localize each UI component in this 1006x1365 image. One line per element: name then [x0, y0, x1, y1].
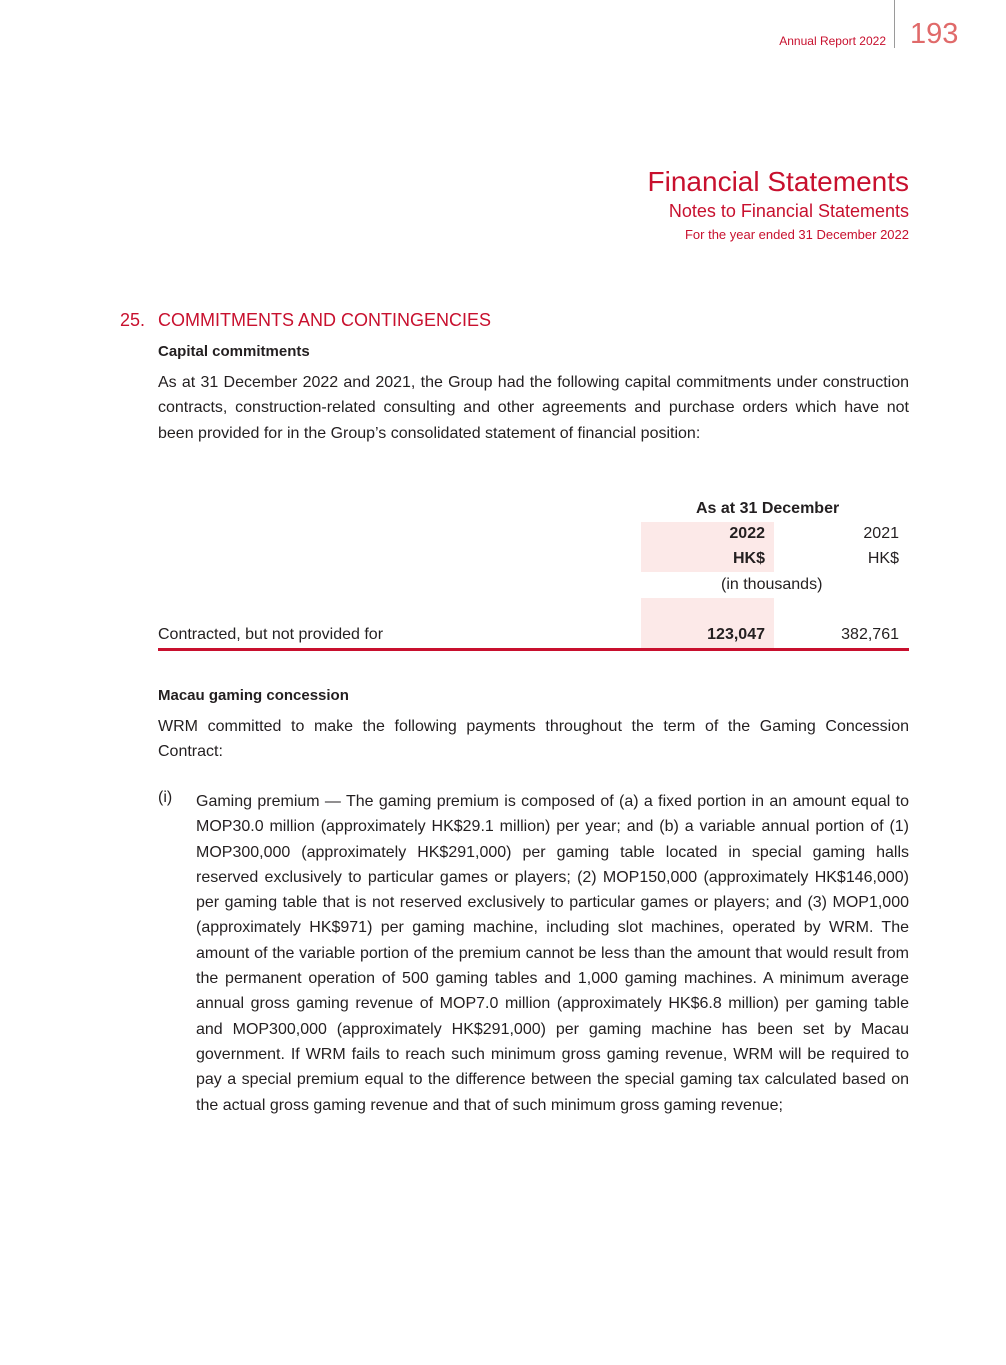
table-group-header: As at 31 December	[696, 500, 840, 517]
reporting-period: For the year ended 31 December 2022	[684, 227, 909, 242]
macau-gaming-concession-paragraph: WRM committed to make the following payments throughout the term of the Gaming Concession Contract:	[158, 718, 909, 761]
running-header-label: Annual Report 2022	[779, 34, 886, 48]
page-title: Financial Statements	[647, 166, 909, 197]
table-bottom-rule	[158, 648, 909, 651]
section-title: COMMITMENTS AND CONTINGENCIES	[158, 310, 492, 330]
list-item-marker: (i)	[158, 789, 173, 806]
column-currency-2022: HK$	[732, 550, 765, 567]
column-year-2021: 2021	[863, 525, 899, 542]
column-year-2022: 2022	[729, 525, 765, 542]
table-row-label: Contracted, but not provided for	[158, 626, 384, 643]
page-number: 193	[910, 18, 959, 50]
title-block	[648, 166, 909, 246]
section-heading	[120, 310, 491, 331]
header-divider	[894, 0, 895, 48]
table-cell-2021: 382,761	[841, 626, 899, 643]
capital-commitments-heading: Capital commitments	[158, 343, 310, 360]
table-unit-note: (in thousands)	[721, 576, 823, 593]
macau-gaming-concession-heading: Macau gaming concession	[158, 687, 349, 704]
capital-commitments-paragraph: As at 31 December 2022 and 2021, the Group had the following capital commitments under construction contracts, construction-related consulting and other agreements and purchase orders which have not been provided for in the Group’s consolidated statement of financial position:	[158, 374, 909, 442]
table-cell-2022: 123,047	[707, 626, 765, 643]
list-item-text: Gaming premium — The gaming premium is composed of (a) a fixed portion in an amount equal to MOP30.0 million (approximately HK$29.1 million) per year; and (b) a variable annual portion of (1) MOP300,000 (approximately HK$291,000) per gaming table located in special gaming halls reserved exclusively to particular games or players; (2) MOP150,000 (approximately HK$146,000) per gaming table that is not reserved exclusively to particular games or players; and (3) MOP1,000 (approximately HK$971) per gaming machine, including slot machines, operated by WRM. The amount of the variable portion of the premium cannot be less than the amount that would result from the permanent operation of 500 gaming tables and 1,000 gaming machines. A minimum average annual gross gaming revenue of MOP7.0 million (approximately HK$6.8 million) per gaming table and MOP300,000 (approximately HK$291,000) per gaming machine has been set by Macau government. If WRM fails to reach such minimum gross gaming revenue, WRM will be required to pay a special premium equal to the difference between the special gaming tax calculated based on the actual gross gaming revenue and that of such minimum gross gaming revenue;	[196, 793, 909, 1114]
page-subtitle: Notes to Financial Statements	[668, 201, 909, 221]
column-currency-2021: HK$	[867, 550, 899, 567]
section-number: 25.	[120, 310, 146, 330]
